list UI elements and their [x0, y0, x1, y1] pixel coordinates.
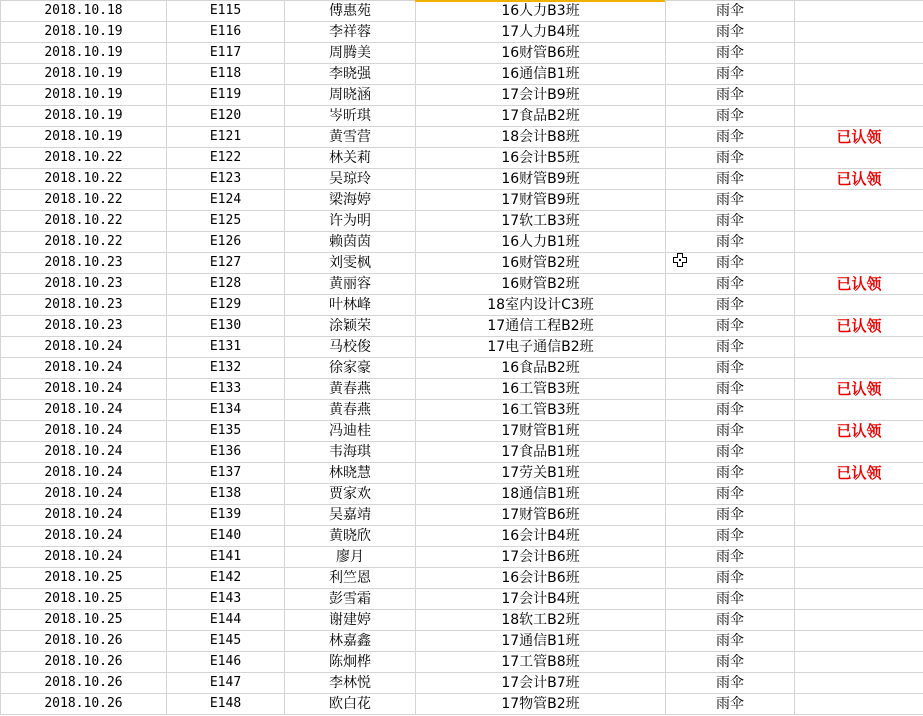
table-row: [1, 358, 923, 379]
table-row: [1, 190, 923, 211]
id-cell[interactable]: E122: [167, 148, 285, 169]
class-cell[interactable]: 16工管B3班: [416, 400, 666, 421]
selection-border: [415, 0, 665, 2]
date-cell[interactable]: 2018.10.24: [1, 421, 167, 442]
item-cell[interactable]: 雨伞: [666, 127, 795, 148]
class-cell[interactable]: 16工管B3班: [416, 379, 666, 400]
table-row: [1, 1, 923, 22]
name-cell[interactable]: 黄雪营: [285, 127, 416, 148]
status-cell[interactable]: 已认领: [795, 274, 923, 295]
name-cell[interactable]: 黄晓欣: [285, 526, 416, 547]
status-cell[interactable]: [795, 526, 923, 547]
name-cell[interactable]: 贾家欢: [285, 484, 416, 505]
date-cell[interactable]: 2018.10.19: [1, 43, 167, 64]
name-cell[interactable]: 刘雯枫: [285, 253, 416, 274]
table-row: [1, 673, 923, 694]
class-cell[interactable]: 18室内设计C3班: [416, 295, 666, 316]
id-cell[interactable]: E145: [167, 631, 285, 652]
table-row: [1, 589, 923, 610]
class-cell[interactable]: 17劳关B1班: [416, 463, 666, 484]
table-row: [1, 568, 923, 589]
item-cell[interactable]: 雨伞: [666, 43, 795, 64]
status-cell[interactable]: [795, 610, 923, 631]
name-cell[interactable]: 黄丽容: [285, 274, 416, 295]
table-row: [1, 106, 923, 127]
class-cell[interactable]: 17软工B3班: [416, 211, 666, 232]
item-cell[interactable]: 雨伞: [666, 526, 795, 547]
item-cell[interactable]: 雨伞: [666, 211, 795, 232]
name-cell[interactable]: 陈炯桦: [285, 652, 416, 673]
class-cell[interactable]: 17通信B1班: [416, 631, 666, 652]
name-cell[interactable]: 黄春燕: [285, 400, 416, 421]
class-cell[interactable]: 17食品B2班: [416, 106, 666, 127]
id-cell[interactable]: E127: [167, 253, 285, 274]
status-cell[interactable]: [795, 358, 923, 379]
status-cell[interactable]: [795, 253, 923, 274]
date-cell[interactable]: 2018.10.26: [1, 631, 167, 652]
class-cell[interactable]: 17食品B1班: [416, 442, 666, 463]
id-cell[interactable]: E132: [167, 358, 285, 379]
id-cell[interactable]: E143: [167, 589, 285, 610]
name-cell[interactable]: 欧白花: [285, 694, 416, 715]
id-cell[interactable]: E129: [167, 295, 285, 316]
date-cell[interactable]: 2018.10.26: [1, 652, 167, 673]
date-cell[interactable]: 2018.10.22: [1, 232, 167, 253]
id-cell[interactable]: E128: [167, 274, 285, 295]
item-cell[interactable]: 雨伞: [666, 169, 795, 190]
date-cell[interactable]: 2018.10.24: [1, 463, 167, 484]
item-cell[interactable]: 雨伞: [666, 610, 795, 631]
name-cell[interactable]: 李林悦: [285, 673, 416, 694]
class-cell[interactable]: 16财管B6班: [416, 43, 666, 64]
table-row: [1, 484, 923, 505]
item-cell[interactable]: 雨伞: [666, 358, 795, 379]
name-cell[interactable]: 马校俊: [285, 337, 416, 358]
table-row: [1, 127, 923, 148]
table-row: [1, 211, 923, 232]
table-row: [1, 22, 923, 43]
id-cell[interactable]: E146: [167, 652, 285, 673]
item-cell[interactable]: 雨伞: [666, 253, 795, 274]
item-cell[interactable]: 雨伞: [666, 547, 795, 568]
table-row: [1, 169, 923, 190]
id-cell[interactable]: E123: [167, 169, 285, 190]
id-cell[interactable]: E138: [167, 484, 285, 505]
status-cell[interactable]: [795, 43, 923, 64]
id-cell[interactable]: E134: [167, 400, 285, 421]
name-cell[interactable]: 许为明: [285, 211, 416, 232]
status-cell[interactable]: [795, 85, 923, 106]
class-cell[interactable]: 18软工B2班: [416, 610, 666, 631]
id-cell[interactable]: E136: [167, 442, 285, 463]
item-cell[interactable]: 雨伞: [666, 190, 795, 211]
status-cell[interactable]: 已认领: [795, 379, 923, 400]
id-cell[interactable]: E120: [167, 106, 285, 127]
class-cell[interactable]: 17通信工程B2班: [416, 316, 666, 337]
id-cell[interactable]: E131: [167, 337, 285, 358]
item-cell[interactable]: 雨伞: [666, 484, 795, 505]
id-cell[interactable]: E116: [167, 22, 285, 43]
item-cell[interactable]: 雨伞: [666, 85, 795, 106]
table-body: [1, 1, 923, 715]
date-cell[interactable]: 2018.10.19: [1, 85, 167, 106]
date-cell[interactable]: 2018.10.18: [1, 1, 167, 22]
item-cell[interactable]: 雨伞: [666, 295, 795, 316]
class-cell[interactable]: 16财管B2班: [416, 274, 666, 295]
date-cell[interactable]: 2018.10.24: [1, 526, 167, 547]
id-cell[interactable]: E133: [167, 379, 285, 400]
item-cell[interactable]: 雨伞: [666, 505, 795, 526]
item-cell[interactable]: 雨伞: [666, 232, 795, 253]
table-row: [1, 232, 923, 253]
item-cell[interactable]: 雨伞: [666, 106, 795, 127]
name-cell[interactable]: 岑昕琪: [285, 106, 416, 127]
item-cell[interactable]: 雨伞: [666, 589, 795, 610]
table-row: [1, 400, 923, 421]
table-row: [1, 694, 923, 715]
class-cell[interactable]: 16财管B2班: [416, 253, 666, 274]
item-cell[interactable]: 雨伞: [666, 1, 795, 22]
table-row: [1, 547, 923, 568]
class-cell[interactable]: 18会计B8班: [416, 127, 666, 148]
item-cell[interactable]: 雨伞: [666, 631, 795, 652]
id-cell[interactable]: E118: [167, 64, 285, 85]
name-cell[interactable]: 林嘉鑫: [285, 631, 416, 652]
date-cell[interactable]: 2018.10.23: [1, 253, 167, 274]
class-cell[interactable]: 17会计B6班: [416, 547, 666, 568]
class-cell[interactable]: 16人力B1班: [416, 232, 666, 253]
date-cell[interactable]: 2018.10.25: [1, 610, 167, 631]
item-cell[interactable]: 雨伞: [666, 652, 795, 673]
table-row: [1, 421, 923, 442]
name-cell[interactable]: 利竺恩: [285, 568, 416, 589]
status-cell[interactable]: [795, 211, 923, 232]
status-cell[interactable]: [795, 400, 923, 421]
date-cell[interactable]: 2018.10.19: [1, 22, 167, 43]
item-cell[interactable]: 雨伞: [666, 568, 795, 589]
status-cell[interactable]: [795, 148, 923, 169]
status-cell[interactable]: 已认领: [795, 421, 923, 442]
class-cell[interactable]: 16会计B5班: [416, 148, 666, 169]
class-cell[interactable]: 16通信B1班: [416, 64, 666, 85]
item-cell[interactable]: 雨伞: [666, 274, 795, 295]
date-cell[interactable]: 2018.10.26: [1, 694, 167, 715]
date-cell[interactable]: 2018.10.24: [1, 484, 167, 505]
name-cell[interactable]: 林晓慧: [285, 463, 416, 484]
class-cell[interactable]: 16食品B2班: [416, 358, 666, 379]
date-cell[interactable]: 2018.10.24: [1, 379, 167, 400]
id-cell[interactable]: E124: [167, 190, 285, 211]
table-row: [1, 253, 923, 274]
status-cell[interactable]: 已认领: [795, 463, 923, 484]
class-cell[interactable]: 17人力B4班: [416, 22, 666, 43]
date-cell[interactable]: 2018.10.22: [1, 169, 167, 190]
date-cell[interactable]: 2018.10.24: [1, 547, 167, 568]
status-cell[interactable]: [795, 505, 923, 526]
class-cell[interactable]: 17会计B9班: [416, 85, 666, 106]
date-cell[interactable]: 2018.10.25: [1, 568, 167, 589]
status-cell[interactable]: 已认领: [795, 316, 923, 337]
name-cell[interactable]: 韦海琪: [285, 442, 416, 463]
name-cell[interactable]: 李祥蓉: [285, 22, 416, 43]
class-cell[interactable]: 16会计B6班: [416, 568, 666, 589]
id-cell[interactable]: E135: [167, 421, 285, 442]
status-cell[interactable]: [795, 106, 923, 127]
date-cell[interactable]: 2018.10.26: [1, 673, 167, 694]
item-cell[interactable]: 雨伞: [666, 673, 795, 694]
name-cell[interactable]: 李晓强: [285, 64, 416, 85]
date-cell[interactable]: 2018.10.22: [1, 211, 167, 232]
name-cell[interactable]: 徐家豪: [285, 358, 416, 379]
item-cell[interactable]: 雨伞: [666, 463, 795, 484]
date-cell[interactable]: 2018.10.24: [1, 358, 167, 379]
class-cell[interactable]: 17会计B4班: [416, 589, 666, 610]
status-cell[interactable]: [795, 694, 923, 715]
table-row: [1, 274, 923, 295]
date-cell[interactable]: 2018.10.19: [1, 106, 167, 127]
item-cell[interactable]: 雨伞: [666, 421, 795, 442]
id-cell[interactable]: E141: [167, 547, 285, 568]
name-cell[interactable]: 吴琼玲: [285, 169, 416, 190]
item-cell[interactable]: 雨伞: [666, 337, 795, 358]
id-cell[interactable]: E130: [167, 316, 285, 337]
status-cell[interactable]: [795, 484, 923, 505]
date-cell[interactable]: 2018.10.24: [1, 442, 167, 463]
id-cell[interactable]: E139: [167, 505, 285, 526]
date-cell[interactable]: 2018.10.22: [1, 190, 167, 211]
status-cell[interactable]: [795, 1, 923, 22]
item-cell[interactable]: 雨伞: [666, 442, 795, 463]
id-cell[interactable]: E144: [167, 610, 285, 631]
item-cell[interactable]: 雨伞: [666, 379, 795, 400]
status-cell[interactable]: 已认领: [795, 127, 923, 148]
class-cell[interactable]: 17物管B2班: [416, 694, 666, 715]
name-cell[interactable]: 赖茵茵: [285, 232, 416, 253]
status-cell[interactable]: [795, 589, 923, 610]
name-cell[interactable]: 彭雪霜: [285, 589, 416, 610]
table-row: [1, 295, 923, 316]
table-row: [1, 505, 923, 526]
name-cell[interactable]: 涂颖荣: [285, 316, 416, 337]
name-cell[interactable]: 叶林峰: [285, 295, 416, 316]
date-cell[interactable]: 2018.10.24: [1, 337, 167, 358]
class-cell[interactable]: 16财管B9班: [416, 169, 666, 190]
date-cell[interactable]: 2018.10.23: [1, 316, 167, 337]
table-row: [1, 610, 923, 631]
table-row: [1, 148, 923, 169]
status-cell[interactable]: [795, 568, 923, 589]
item-cell[interactable]: 雨伞: [666, 316, 795, 337]
status-cell[interactable]: [795, 652, 923, 673]
name-cell[interactable]: 吴嘉靖: [285, 505, 416, 526]
status-cell[interactable]: [795, 22, 923, 43]
table-row: [1, 379, 923, 400]
status-cell[interactable]: [795, 337, 923, 358]
class-cell[interactable]: 16人力B3班: [416, 1, 666, 22]
name-cell[interactable]: 周腾美: [285, 43, 416, 64]
table-row: [1, 85, 923, 106]
date-cell[interactable]: 2018.10.23: [1, 274, 167, 295]
item-cell[interactable]: 雨伞: [666, 400, 795, 421]
date-cell[interactable]: 2018.10.24: [1, 505, 167, 526]
id-cell[interactable]: E117: [167, 43, 285, 64]
status-cell[interactable]: [795, 295, 923, 316]
id-cell[interactable]: E148: [167, 694, 285, 715]
class-cell[interactable]: 17财管B9班: [416, 190, 666, 211]
class-cell[interactable]: 17会计B7班: [416, 673, 666, 694]
name-cell[interactable]: 谢建婷: [285, 610, 416, 631]
date-cell[interactable]: 2018.10.25: [1, 589, 167, 610]
status-cell[interactable]: [795, 673, 923, 694]
name-cell[interactable]: 廖月: [285, 547, 416, 568]
date-cell[interactable]: 2018.10.24: [1, 400, 167, 421]
id-cell[interactable]: E115: [167, 1, 285, 22]
status-cell[interactable]: [795, 64, 923, 85]
table-row: [1, 526, 923, 547]
table-row: [1, 316, 923, 337]
date-cell[interactable]: 2018.10.19: [1, 64, 167, 85]
table-row: [1, 463, 923, 484]
class-cell[interactable]: 18通信B1班: [416, 484, 666, 505]
name-cell[interactable]: 冯迪桂: [285, 421, 416, 442]
table-row: [1, 337, 923, 358]
name-cell[interactable]: 周晓涵: [285, 85, 416, 106]
date-cell[interactable]: 2018.10.19: [1, 127, 167, 148]
item-cell[interactable]: 雨伞: [666, 64, 795, 85]
date-cell[interactable]: 2018.10.22: [1, 148, 167, 169]
table-row: [1, 43, 923, 64]
class-cell[interactable]: 17工管B8班: [416, 652, 666, 673]
status-cell[interactable]: [795, 232, 923, 253]
id-cell[interactable]: E142: [167, 568, 285, 589]
name-cell[interactable]: 梁海婷: [285, 190, 416, 211]
id-cell[interactable]: E140: [167, 526, 285, 547]
table-row: [1, 652, 923, 673]
class-cell[interactable]: 16会计B4班: [416, 526, 666, 547]
id-cell[interactable]: E126: [167, 232, 285, 253]
date-cell[interactable]: 2018.10.23: [1, 295, 167, 316]
status-cell[interactable]: [795, 631, 923, 652]
status-cell[interactable]: [795, 442, 923, 463]
name-cell[interactable]: 黄春燕: [285, 379, 416, 400]
class-cell[interactable]: 17电子通信B2班: [416, 337, 666, 358]
id-cell[interactable]: E147: [167, 673, 285, 694]
id-cell[interactable]: E125: [167, 211, 285, 232]
item-cell[interactable]: 雨伞: [666, 694, 795, 715]
item-cell[interactable]: 雨伞: [666, 22, 795, 43]
id-cell[interactable]: E121: [167, 127, 285, 148]
status-cell[interactable]: [795, 190, 923, 211]
table-row: [1, 64, 923, 85]
class-cell[interactable]: 17财管B1班: [416, 421, 666, 442]
table-row: [1, 442, 923, 463]
name-cell[interactable]: 林关莉: [285, 148, 416, 169]
status-cell[interactable]: 已认领: [795, 169, 923, 190]
item-cell[interactable]: 雨伞: [666, 148, 795, 169]
id-cell[interactable]: E137: [167, 463, 285, 484]
table-row: [1, 631, 923, 652]
id-cell[interactable]: E119: [167, 85, 285, 106]
cell-select-cursor-icon: [673, 253, 687, 267]
name-cell[interactable]: 傅惠苑: [285, 1, 416, 22]
class-cell[interactable]: 17财管B6班: [416, 505, 666, 526]
status-cell[interactable]: [795, 547, 923, 568]
